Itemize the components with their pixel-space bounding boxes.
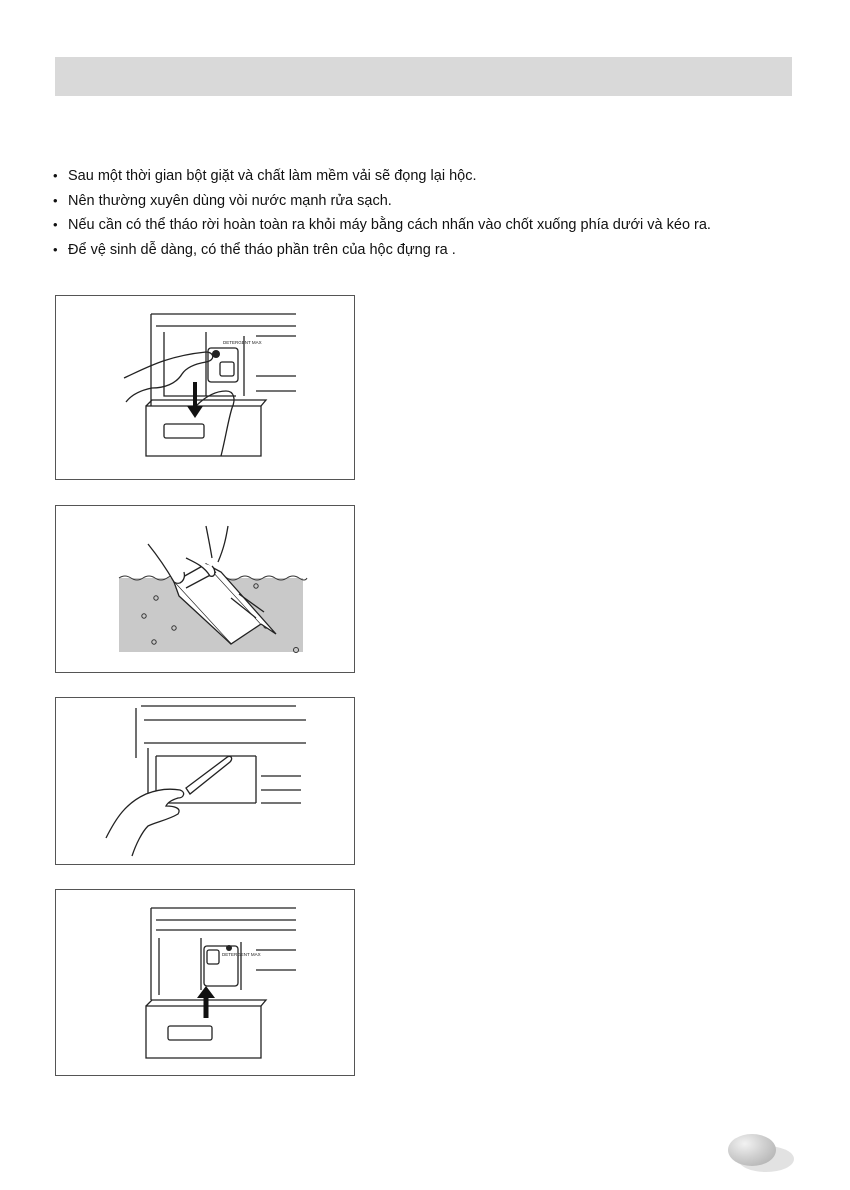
arrow-down-icon — [187, 406, 203, 418]
figure-press-latch — [55, 295, 355, 480]
section-header-bar — [55, 57, 792, 96]
figure-wash-drawer — [55, 505, 355, 673]
brush-recess-illustration — [56, 698, 354, 864]
insert-drawer-illustration — [56, 890, 354, 1075]
figure-insert-drawer — [55, 889, 355, 1076]
instruction-item: • Nếu cần có thể tháo rời hoàn toàn ra khỏi máy bằng cách nhấn vào chốt xuống phía dưới và kéo ra. — [53, 213, 711, 238]
page-number-badge — [728, 1134, 776, 1166]
detergent-icon — [226, 945, 232, 951]
wash-drawer-illustration — [56, 506, 354, 672]
latch-icon — [212, 350, 220, 358]
instruction-item: • Nên thường xuyên dùng vòi nước mạnh rửa sạch. — [53, 189, 711, 214]
press-latch-illustration — [56, 296, 354, 479]
arrow-up-icon — [197, 986, 215, 998]
detergent-max-label: DETERGENT MAX — [223, 340, 262, 345]
instruction-list — [53, 164, 711, 262]
figure-brush-recess — [55, 697, 355, 865]
detergent-max-label: DETERGENT MAX — [222, 952, 261, 957]
instruction-item: • Sau một thời gian bột giặt và chất làm mềm vải sẽ đọng lại hộc. — [53, 164, 711, 189]
instruction-item: • Để vệ sinh dễ dàng, có thể tháo phần trên của hộc đựng ra . — [53, 238, 711, 263]
